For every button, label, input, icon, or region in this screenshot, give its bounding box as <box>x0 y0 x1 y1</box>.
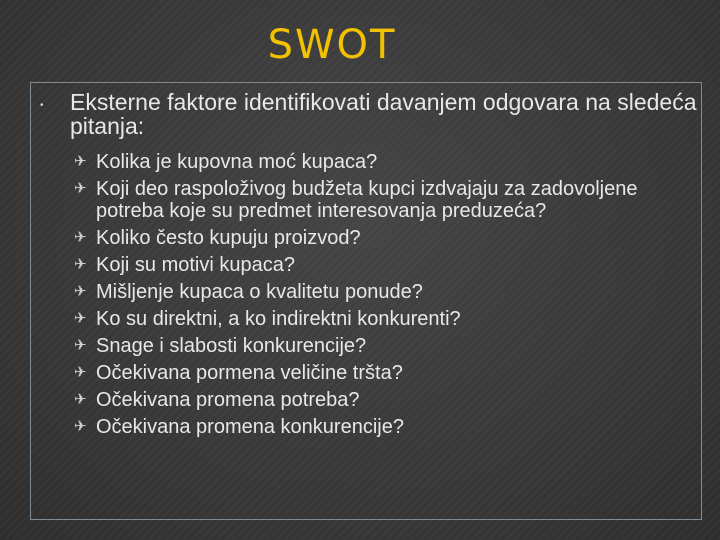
arrow-bullet-icon: ✈ <box>74 283 87 300</box>
list-item <box>74 308 694 330</box>
list-item <box>74 254 694 276</box>
list-item-text: Mišljenje kupaca o kvalitetu ponude? <box>96 281 423 303</box>
list-item <box>74 389 694 411</box>
arrow-bullet-icon: ✈ <box>74 310 87 327</box>
arrow-bullet-icon: ✈ <box>74 337 87 354</box>
bullet-dot-icon: • <box>40 100 44 111</box>
arrow-bullet-icon: ✈ <box>74 229 87 246</box>
list-item-text: Ko su direktni, a ko indirektni konkurenti? <box>96 308 461 330</box>
list-item-text: Snage i slabosti konkurencije? <box>96 335 367 357</box>
arrow-bullet-icon: ✈ <box>74 180 87 197</box>
list-item-text: Kolika je kupovna moć kupaca? <box>96 151 378 173</box>
main-bullet <box>40 90 700 138</box>
arrow-bullet-icon: ✈ <box>74 153 87 170</box>
list-item <box>74 281 694 303</box>
list-item <box>74 151 694 173</box>
arrow-bullet-icon: ✈ <box>74 391 87 408</box>
slide-title: SWOT <box>267 22 397 68</box>
list-item <box>74 362 694 384</box>
list-item <box>74 416 694 438</box>
list-item <box>74 335 694 357</box>
list-item-text: Koji deo raspoloživog budžeta kupci izdvajaju za zadovoljene potreba koje su predmet interesovanja preduzeća? <box>96 178 638 222</box>
list-item-text: Očekivana promena potreba? <box>96 389 360 411</box>
arrow-bullet-icon: ✈ <box>74 364 87 381</box>
list-item-text: Koliko često kupuju proizvod? <box>96 227 361 249</box>
arrow-bullet-icon: ✈ <box>74 256 87 273</box>
list-item-text: Očekivana promena konkurencije? <box>96 416 404 438</box>
question-list <box>74 151 694 443</box>
main-bullet-text: Eksterne faktore identifikovati davanjem odgovara na sledeća pitanja: <box>70 89 697 139</box>
arrow-bullet-icon: ✈ <box>74 418 87 435</box>
list-item <box>74 227 694 249</box>
list-item <box>74 178 694 222</box>
list-item-text: Očekivana pormena veličine tršta? <box>96 362 403 384</box>
list-item-text: Koji su motivi kupaca? <box>96 254 295 276</box>
